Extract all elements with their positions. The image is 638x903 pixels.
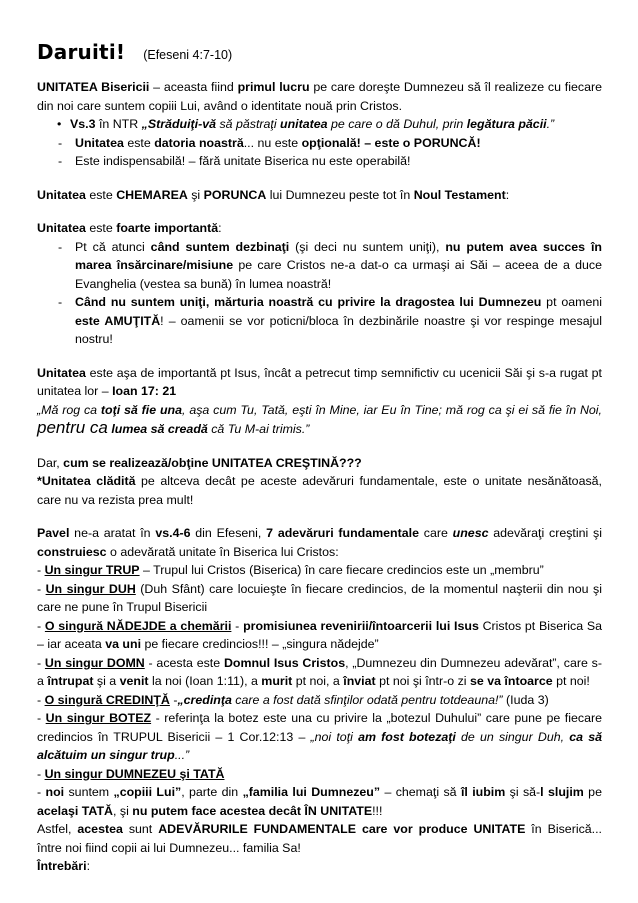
truth-domn: - Un singur DOMN - acesta este Domnul Isus Cristos, „Dumnezeu din Dumnezeu adevărat”, care s-a întrupat şi a venit la noi (Ioan 1:11), a murit pt noi, a înviat pt noi şi într-o zi se va întoarce pt noi! xyxy=(37,655,602,688)
truth-duh: - Un singur DUH (Duh Sfânt) care locuieşte în fiecare credincios, de la momentul naşterii din nou şi care ne pune în Trupul Bisericii xyxy=(37,581,602,614)
title-row xyxy=(37,40,602,64)
bullet-vs3: • Vs.3 în NTR „Străduiţi-vă să păstraţi unitatea pe care o dă Duhul, prin legătura păcii.” xyxy=(57,117,555,131)
truth-credinta: - O singură CREDINŢĂ -„credinţa care a fost dată sfinţilor odată pentru totdeauna!” (Iuda 3) xyxy=(37,692,549,707)
conclusion-paragraph: Astfel, acestea sunt ADEVĂRURILE FUNDAMENTALE care vor produce UNITATE în Biserică... între noi fiind copii ai lui Dumnezeu... familia Sa! xyxy=(37,822,602,855)
dash-datorie: - Unitatea este datoria noastră... nu este opţională! – este o PORUNCĂ! xyxy=(58,135,481,150)
truth-nadejde: - O singură NĂDEJDE a chemării - promisiunea revenirii/întoarcerii lui Isus Cristos pt Biserica Sa – iar aceata va uni pe fiecare credincios!!! – „singura nădejde” xyxy=(37,618,603,651)
document-title: Daruiti! xyxy=(37,40,126,64)
questions-heading: Întrebări: xyxy=(37,859,91,873)
copiii-lui-line: - noi suntem „copiii Lui”, parte din „familia lui Dumnezeu” – chemaţi să îl iubim şi să-l slujim pe acelaşi TATĂ, şi nu putem face acestea decât ÎN UNITATE!!! xyxy=(37,785,602,818)
scripture-reference: (Efeseni 4:7-10) xyxy=(143,48,233,62)
chemare-paragraph: Unitatea este CHEMAREA şi PORUNCA lui Dumnezeu peste tot în Noul Testament: xyxy=(37,187,510,202)
adevaruri-intro: Pavel ne-a aratat în vs.4-6 din Efeseni, 7 adevăruri fundamentale care unesc adevăraţi creştini şi construiesc o adevărată unitate în Biserica lui Cristos: xyxy=(37,526,603,559)
dash-dezbinati: - Pt că atunci când suntem dezbinaţi (şi deci nu suntem uniţi), nu putem avea succes în marea însărcinare/misiune pe care Cristos ne-a dat-o ca urmaşi ai Săi – aceea de a duce Evanghelia (vestea sa bună) în lumea noastră! xyxy=(58,239,602,291)
dash-indispensabila: - Este indispensabilă! – fără unitate Biserica nu este operabilă! xyxy=(58,154,411,168)
importanta-heading: Unitatea este foarte importantă: xyxy=(37,221,222,235)
unitate-cladita-paragraph: *Unitatea clădită pe altceva decât pe aceste adevăruri fundamentale, este o unitate nesănătoasă, care nu va rezista prea mult! xyxy=(37,474,602,507)
truth-dumnezeu: - Un singur DUMNEZEU şi TATĂ xyxy=(37,766,225,781)
intrebare-paragraph: Dar, cum se realizează/obţine UNITATEA CREŞTINĂ??? xyxy=(37,455,362,470)
ioan-quote: „Mă rog ca toţi să fie una, aşa cum Tu, Tată, eşti în Mine, iar Eu în Tine; mă rog ca şi ei să fie în Noi, pentru ca lumea să creadă că Tu M-ai trimis.” xyxy=(37,402,602,437)
truth-trup: - Un singur TRUP – Trupul lui Cristos (Biserica) în care fiecare credincios este un „membru” xyxy=(37,563,544,577)
isus-paragraph: Unitatea este aşa de importantă pt Isus, încât a petrecut timp semnifictiv cu ucenicii Săi şi s-a rugat pt unitatea lor – Ioan 17: 21 xyxy=(37,365,602,398)
dash-marturia: - Când nu suntem uniţi, mărturia noastră cu privire la dragostea lui Dumnezeu pt oameni este AMUŢITĂ! – oamenii se vor poticni/bloca în dezbinările noastre şi vor respinge mesajul nostru! xyxy=(58,295,602,346)
truth-botez: - Un singur BOTEZ - referinţa la botez este una cu privire la „botezul Duhului” care pune pe fiecare credincios în TRUPUL Bisericii – 1 Cor.12:13 – „noi toţi am fost botezaţi de un singur Duh, ca să alcătuim un singur trup...” xyxy=(37,711,602,762)
intro-paragraph: UNITATEA Bisericii – aceasta fiind primul lucru pe care doreşte Dumnezeu să îl realizeze cu fiecare din noi care suntem copiii Lui, având o identitate nouă prin Cristos. xyxy=(37,80,602,113)
